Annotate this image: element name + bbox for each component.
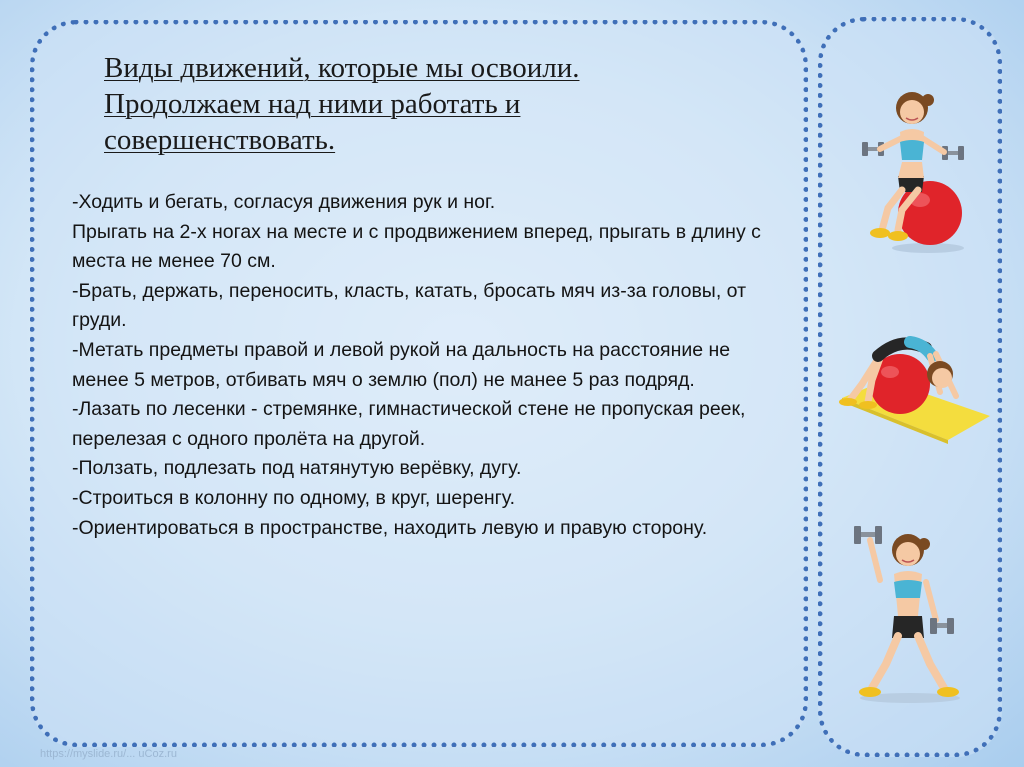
list-item: -Строиться в колонну по одному, в круг, шеренгу.	[72, 486, 516, 509]
list-item: -Лазать по лесенки - стремянке, гимнастической стене не пропуская реек, перелезая с одного пролёта на другой.	[72, 398, 746, 450]
girl-backbend-over-ball-icon	[828, 322, 993, 444]
title-line-3: совершенствовать.	[104, 124, 336, 156]
list-item: -Ходить и бегать, согласуя движения рук и ног.	[72, 191, 496, 213]
girl-sitting-on-ball-with-dumbbells-icon	[858, 80, 968, 255]
title-line-2: Продолжаем над ними работать и	[104, 88, 521, 120]
list-item: -Метать предметы правой и левой рукой на дальность на расстояние не менее 5 метров, отбивать мяч о землю (пол) не манее 5 раз подряд.	[72, 338, 731, 391]
list-item: -Ориентироваться в пространстве, находить левую и правую сторону.	[72, 516, 708, 539]
list-item: -Ползать, подлезать под натянутую верёвку, дугу.	[72, 457, 522, 480]
movement-list	[72, 188, 772, 543]
title-line-1: Виды движений, которые мы освоили.	[104, 52, 580, 84]
footer-source-url: https://myslide.ru/... uCoz.ru	[40, 748, 177, 760]
list-item: Прыгать на 2-х ногах на месте и с продвижением вперед, прыгать в длину с места не менее 70 см.	[72, 220, 761, 273]
list-item: -Брать, держать, переносить, класть, катать, бросать мяч из-за головы, от груди.	[72, 279, 746, 332]
girl-lifting-dumbbell-icon	[850, 520, 970, 705]
slide-title	[104, 50, 744, 158]
